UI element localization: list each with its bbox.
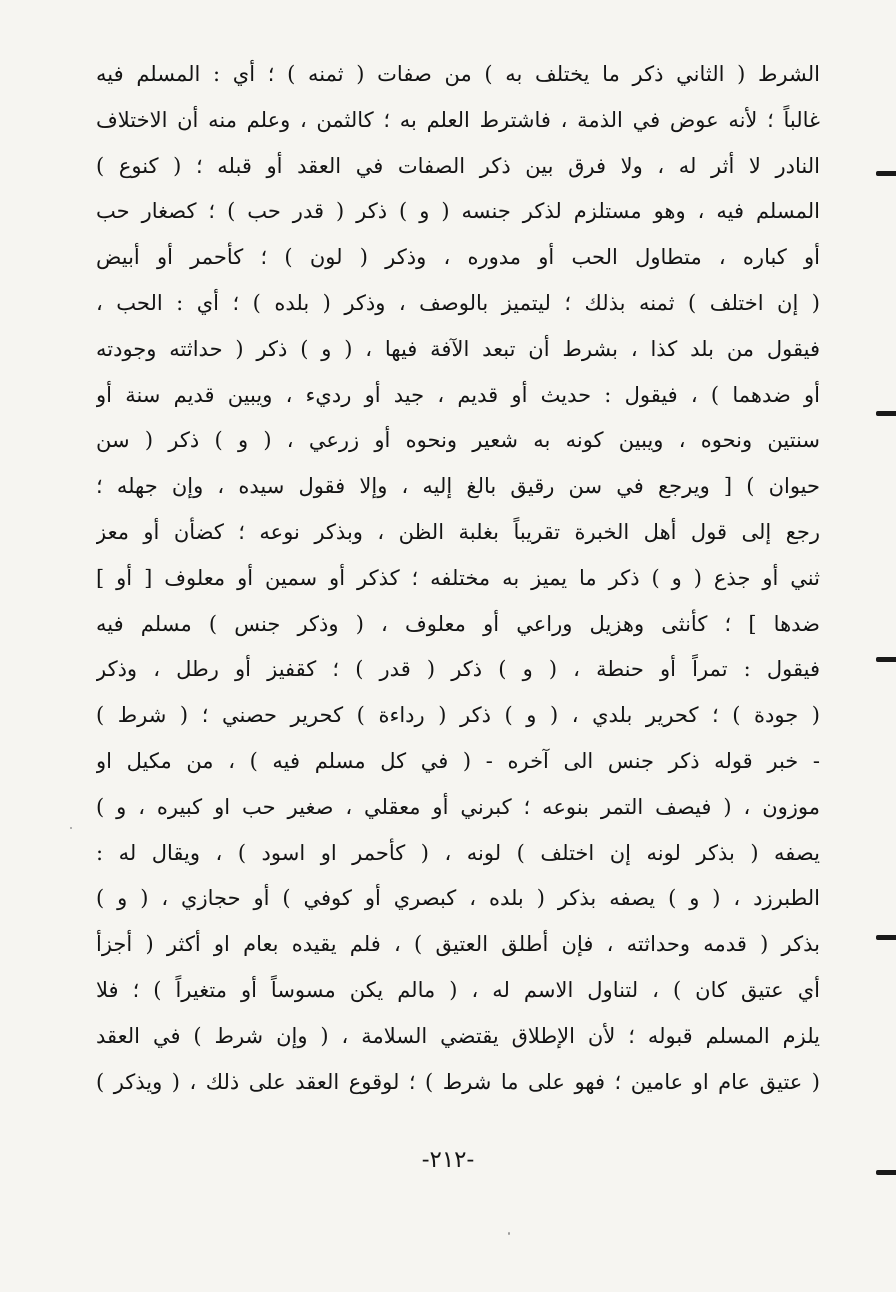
binding-mark [876,1170,896,1175]
text-line: ( عتيق عام او عامين ؛ فهو على ما شرط ) ؛ لوقوع العقد على ذلك ، ( ويذكر ) [96,1069,820,1094]
text-line: فيقول : تمراً أو حنطة ، ( و ) ذكر ( قدر ) ؛ كقفيز أو رطل ، وذكر [96,657,820,682]
text-line: حيوان ) [ ويرجع في سن رقيق بالغ إليه ، وإلا فقول سيده ، وإن جهله ؛ [96,474,820,499]
text-line: ( جودة ) ؛ كحرير بلدي ، ( و ) ذكر ( رداءة ) كحرير حصني ؛ ( شرط ) [96,703,820,728]
binding-mark [876,171,896,176]
text-line: ضدها ] ؛ كأنثى وهزيل وراعي أو معلوف ، ( وذكر جنس ) مسلم فيه [96,611,820,636]
scan-speck [508,1232,510,1235]
text-line: غالباً ؛ لأنه عوض في الذمة ، فاشترط العلم به ؛ كالثمن ، وعلم منه أن الاختلاف [96,107,820,132]
text-line: ( إن اختلف ) ثمنه بذلك ؛ ليتميز بالوصف ، وذكر ( بلده ) ؛ أي : الحب ، [96,290,820,315]
text-line: يلزم المسلم قبوله ؛ لأن الإطلاق يقتضي السلامة ، ( وإن شرط ) في العقد [96,1023,820,1048]
scan-speck [70,827,72,829]
text-line: النادر لا أثر له ، ولا فرق بين ذكر الصفات في العقد أو قبله ؛ ( كنوع ) [96,153,820,178]
text-line: أي عتيق كان ) ، لتناول الاسم له ، ( مالم يكن مسوساً أو متغيراً ) ؛ فلا [96,977,820,1002]
text-line: بذكر ( قدمه وحداثته ، فإن أطلق العتيق ) ، فلم يقيده بعام او أكثر ( أجزأ [96,932,820,957]
text-line: أو كباره ، متطاول الحب أو مدوره ، وذكر ( لون ) ؛ كأحمر أو أبيض [96,245,820,270]
binding-mark [876,411,896,416]
text-line: الطبرزد ، ( و ) يصفه بذكر ( بلده ، كبصري أو كوفي ) أو حجازي ، ( و ) [96,886,820,911]
text-line: المسلم فيه ، وهو مستلزم لذكر جنسه ( و ) ذكر ( قدر حب ) ؛ كصغار حب [96,199,820,224]
body-text [96,52,820,1105]
text-line: ثني أو جذع ( و ) ذكر ما يميز به مختلفه ؛ كذكر أو سمين أو معلوف [ أو ] [96,565,820,590]
text-line: - خبر قوله ذكر جنس الى آخره - ( في كل مسلم فيه ) ، من مكيل او [96,748,820,773]
page-number: -٢١٢- [421,1147,475,1173]
binding-mark [876,657,896,662]
text-line: الشرط ( الثاني ذكر ما يختلف به ) من صفات ( ثمنه ) ؛ أي : المسلم فيه [96,62,820,86]
text-line: يصفه ( بذكر لونه إن اختلف ) لونه ، ( كأحمر او اسود ) ، ويقال له : [96,840,820,865]
text-line: أو ضدهما ) ، فيقول : حديث أو قديم ، جيد أو رديء ، ويبين قديم سنة أو [96,382,820,407]
text-line: فيقول من بلد كذا ، بشرط أن تبعد الآفة فيها ، ( و ) ذكر ( حداثته وجودته [96,336,820,361]
text-line: موزون ، ( فيصف التمر بنوعه ؛ كبرني أو معقلي ، صغير حب او كبيره ، و ) [96,794,820,819]
binding-mark [876,935,896,940]
text-line: رجع إلى قول أهل الخبرة تقريباً بغلبة الظن ، وبذكر نوعه ؛ كضأن أو معز [96,519,820,544]
text-line: سنتين ونحوه ، ويبين كونه به شعير ونحوه أو زرعي ، ( و ) ذكر ( سن [96,428,820,453]
